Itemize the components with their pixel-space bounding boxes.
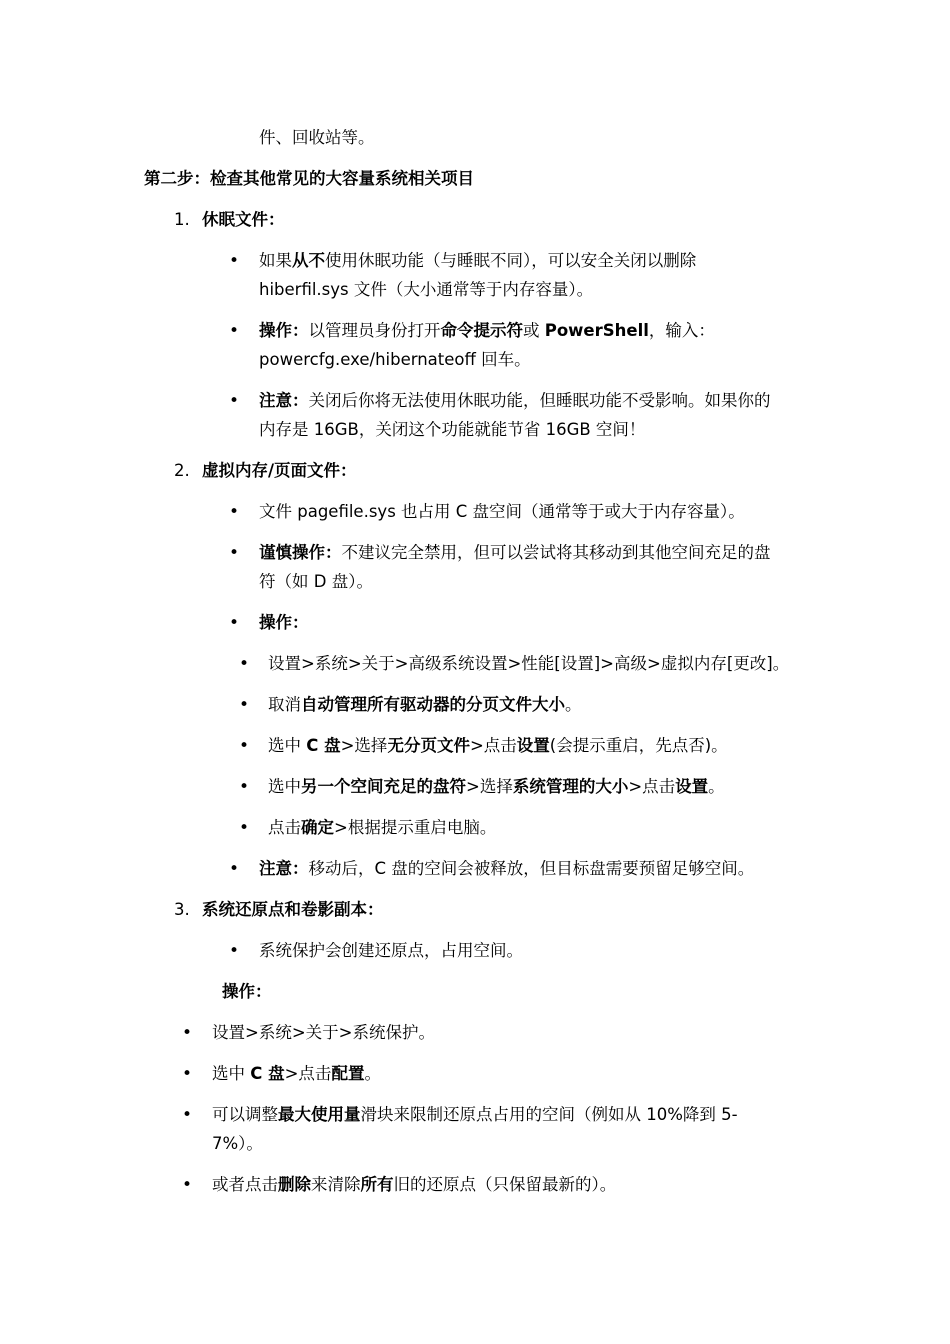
item3-title: 系统还原点和卷影副本： xyxy=(202,900,384,919)
bullet-icon: • xyxy=(182,1023,193,1043)
item2-bullet3-label: 操作： xyxy=(259,613,309,632)
bullet-icon: • xyxy=(229,543,240,563)
item3-operation-label: 操作： xyxy=(222,982,272,1001)
item3-bullet1: 系统保护会创建还原点，占用空间。 xyxy=(259,941,523,960)
bullet-icon: • xyxy=(229,251,240,271)
bullet-icon: • xyxy=(229,391,240,411)
item1-bullet3: 注意：关闭后你将无法使用休眠功能，但睡眠功能不受影响。如果你的 xyxy=(259,391,771,410)
bullet-icon: • xyxy=(182,1175,193,1195)
item3-step1: 设置>系统>关于>系统保护。 xyxy=(212,1023,435,1042)
bullet-icon: • xyxy=(182,1105,193,1125)
bullet-icon: • xyxy=(182,1064,193,1084)
bullet-icon: • xyxy=(229,859,240,879)
item1-bullet3-line2: 内存是 16GB，关闭这个功能就能节省 16GB 空间！ xyxy=(259,420,646,439)
bullet-icon: • xyxy=(239,695,250,715)
bullet-icon: • xyxy=(239,777,250,797)
item2-step3: 选中 C 盘>选择无分页文件>点击设置(会提示重启，先点否)。 xyxy=(268,736,728,755)
item1-bullet2: 操作：以管理员身份打开命令提示符或 PowerShell，输入： xyxy=(259,321,715,340)
continuation-text: 件、回收站等。 xyxy=(259,128,375,147)
item3-step3: 可以调整最大使用量滑块来限制还原点占用的空间（例如从 10%降到 5- xyxy=(212,1105,738,1124)
bullet-icon: • xyxy=(239,654,250,674)
bullet-icon: • xyxy=(229,941,240,961)
bullet-icon: • xyxy=(229,613,240,633)
item3-step4: 或者点击删除来清除所有旧的还原点（只保留最新的）。 xyxy=(212,1175,617,1194)
item2-step4: 选中另一个空间充足的盘符>选择系统管理的大小>点击设置。 xyxy=(268,777,725,796)
item2-step2: 取消自动管理所有驱动器的分页文件大小。 xyxy=(268,695,582,714)
item1-bullet2-line2: powercfg.exe/hibernateoff 回车。 xyxy=(259,350,531,369)
bullet-icon: • xyxy=(229,502,240,522)
item3-step2: 选中 C 盘>点击配置。 xyxy=(212,1064,381,1083)
item2-step5: 点击确定>根据提示重启电脑。 xyxy=(268,818,497,837)
item1-number: 1. xyxy=(174,210,190,229)
item3-step3-line2: 7%）。 xyxy=(212,1134,263,1153)
item2-bullet4: 注意：移动后，C 盘的空间会被释放，但目标盘需要预留足够空间。 xyxy=(259,859,755,878)
item2-title: 虚拟内存/页面文件： xyxy=(202,461,357,480)
bullet-icon: • xyxy=(239,818,250,838)
item2-step1: 设置>系统>关于>高级系统设置>性能[设置]>高级>虚拟内存[更改]。 xyxy=(268,654,790,673)
item2-bullet2-line2: 符（如 D 盘）。 xyxy=(259,572,373,591)
item1-title: 休眠文件： xyxy=(202,210,285,229)
item1-bullet1-line2: hiberfil.sys 文件（大小通常等于内存容量）。 xyxy=(259,280,594,299)
bullet-icon: • xyxy=(239,736,250,756)
item2-number: 2. xyxy=(174,461,190,480)
step2-heading: 第二步：检查其他常见的大容量系统相关项目 xyxy=(144,169,474,188)
item2-bullet1: 文件 pagefile.sys 也占用 C 盘空间（通常等于或大于内存容量）。 xyxy=(259,502,745,521)
item2-bullet2: 谨慎操作：不建议完全禁用，但可以尝试将其移动到其他空间充足的盘 xyxy=(259,543,771,562)
bullet-icon: • xyxy=(229,321,240,341)
item3-number: 3. xyxy=(174,900,190,919)
item1-bullet1: 如果从不使用休眠功能（与睡眠不同），可以安全关闭以删除 xyxy=(259,251,697,270)
